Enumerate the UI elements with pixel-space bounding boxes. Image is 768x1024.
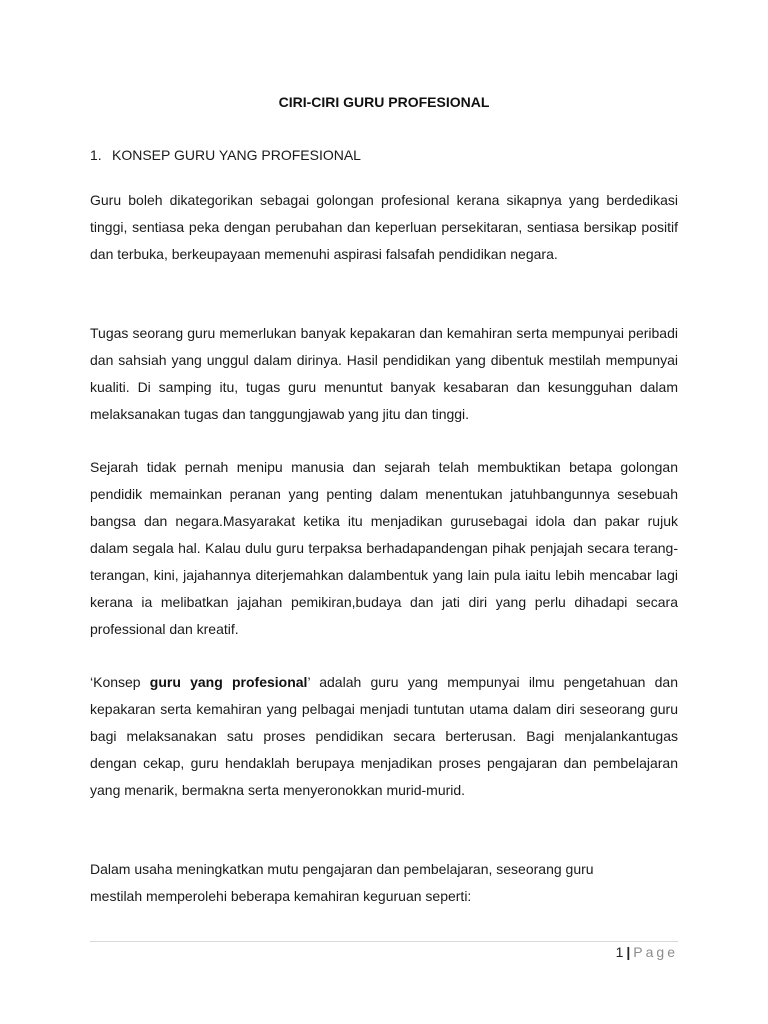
footer-divider <box>90 941 678 942</box>
section-number: 1. <box>90 147 102 163</box>
paragraph-1: Guru boleh dikategorikan sebagai golongan profesional kerana sikapnya yang berdedikasi tinggi, sentiasa peka dengan perubahan dan keperluan persekitaran, sentiasa bersikap positif dan terbuka, berkeupayaan memenuhi aspirasi falsafah pendidikan negara. <box>90 192 678 262</box>
paragraph-3: Sejarah tidak pernah menipu manusia dan sejarah telah membuktikan betapa golongan pendidik memainkan peranan yang penting dalam menentukan jatuhbangunnya sesebuah bangsa dan negara.Masyarakat ketika itu menjadikan gurusebagai idola dan pakar rujuk dalam segala hal. Kalau dulu guru terpaksa berhadapandengan pihak penjajah secara terang-terangan, kini, jajahannya diterjemahkan dalambentuk yang lain pula iaitu lebih mencabar lagi kerana ia melibatkan jajahan pemikiran,budaya dan jati diri yang perlu dihadapi secara professional dan kreatif. <box>90 459 678 637</box>
paragraph-4-prefix: ‘Konsep <box>90 674 150 690</box>
footer-separator: | <box>626 944 631 960</box>
paragraph-4-bold-term: guru yang profesional <box>149 674 308 690</box>
section-heading-text: KONSEP GURU YANG PROFESIONAL <box>112 147 361 163</box>
page-number: 1 <box>615 944 624 960</box>
paragraph-5-line-2: mestilah memperolehi beberapa kemahiran keguruan seperti: <box>90 888 472 904</box>
paragraph-2: Tugas seorang guru memerlukan banyak kepakaran dan kemahiran serta mempunyai peribadi dan sahsiah yang unggul dalam dirinya. Hasil pendidikan yang dibentuk mestilah mempunyai kualiti. Di samping itu, tugas guru menuntut banyak kesabaran dan kesungguhan dalam melaksanakan tugas dan tanggungjawab yang jitu dan tinggi. <box>90 325 678 422</box>
section-heading <box>90 145 361 165</box>
document-title: CIRI-CIRI GURU PROFESIONAL <box>278 94 490 110</box>
page-label: Page <box>633 944 678 960</box>
page-footer <box>616 943 678 961</box>
paragraph-5-line-1: Dalam usaha meningkatkan mutu pengajaran dan pembelajaran, seseorang guru <box>90 861 594 877</box>
paragraph-4 <box>90 669 678 804</box>
paragraph-5 <box>90 856 678 910</box>
paragraph-4-suffix: ’ adalah guru yang mempunyai ilmu pengetahuan dan kepakaran serta kemahiran yang pelbagai menjadi tuntutan utama dalam diri seseorang guru bagi melaksanakan satu proses pendidikan secara berterusan. Bagi menjalankantugas dengan cekap, guru hendaklah berupaya menjadikan proses pengajaran dan pembelajaran yang menarik, bermakna serta menyeronokkan murid-murid. <box>90 674 678 798</box>
